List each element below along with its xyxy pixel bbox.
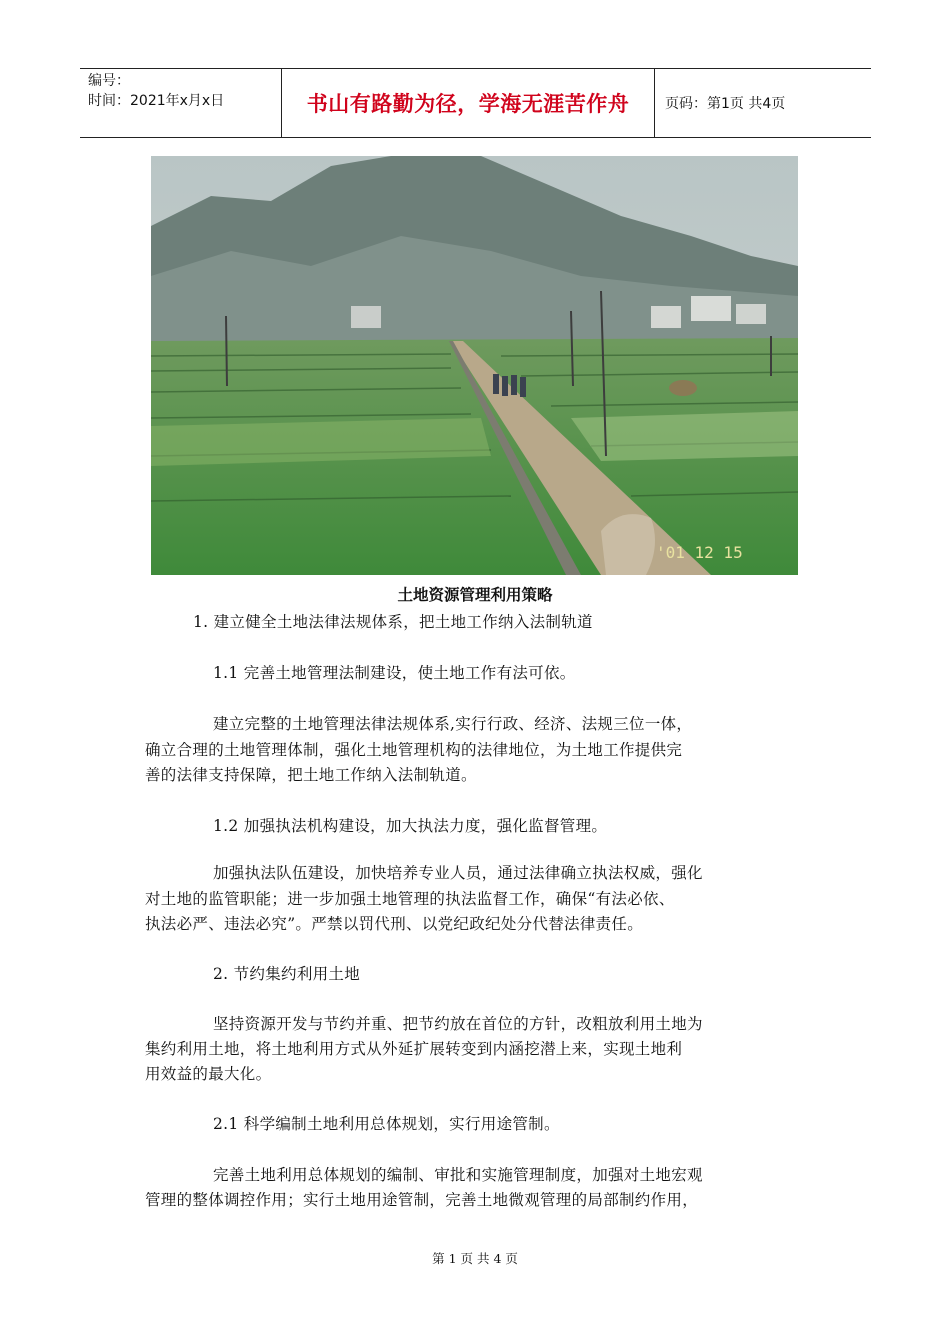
paragraph-line: 善的法律支持保障，把土地工作纳入法制轨道。 bbox=[145, 766, 477, 784]
heading-2: 2. 节约集约利用土地 bbox=[213, 965, 361, 983]
paragraph-line: 管理的整体调控作用；实行土地用途管制，完善土地微观管理的局部制约作用， bbox=[145, 1191, 699, 1209]
heading-1: 1. 建立健全土地法律法规体系，把土地工作纳入法制轨道 bbox=[193, 613, 593, 631]
article-title: 土地资源管理利用策略 bbox=[397, 586, 553, 604]
paragraph-line: 执法必严、违法必究”。严禁以罚代刑、以党纪政纪处分代替法律责任。 bbox=[145, 915, 644, 933]
date-stamp: '01 12 15 bbox=[656, 543, 743, 562]
subheading-1-2: 1.2 加强执法机构建设，加大执法力度，强化监督管理。 bbox=[213, 817, 608, 835]
paragraph-line: 建立完整的土地管理法律法规体系,实行行政、经济、法规三位一体， bbox=[213, 715, 693, 733]
farmland-photo bbox=[151, 156, 798, 575]
paragraph-line: 确立合理的土地管理体制，强化土地管理机构的法律地位，为土地工作提供完 bbox=[145, 741, 683, 759]
paragraph-line: 对土地的监管职能；进一步加强土地管理的执法监督工作，确保“有法必依、 bbox=[145, 890, 675, 908]
subheading-1-1: 1.1 完善土地管理法制建设，使土地工作有法可依。 bbox=[213, 664, 576, 682]
paragraph-line: 用效益的最大化。 bbox=[145, 1065, 272, 1083]
paragraph-line: 加强执法队伍建设，加快培养专业人员，通过法律确立执法权威，强化 bbox=[213, 864, 703, 882]
page-header bbox=[80, 68, 871, 138]
paragraph-line: 集约利用土地，将土地利用方式从外延扩展转变到内涵挖潜上来，实现土地利 bbox=[145, 1040, 683, 1058]
number-label: 编号： bbox=[88, 73, 130, 89]
paragraph-line: 坚持资源开发与节约并重、把节约放在首位的方针，改粗放利用土地为 bbox=[213, 1015, 703, 1033]
page-footer: 第 1 页 共 4 页 bbox=[432, 1251, 518, 1266]
header-motto: 书山有路勤为径，学海无涯苦作舟 bbox=[282, 69, 655, 137]
farmland-illustration bbox=[151, 156, 798, 575]
header-meta bbox=[80, 69, 282, 137]
time-label: 时间：2021年x月x日 bbox=[88, 93, 225, 109]
subheading-2-1: 2.1 科学编制土地利用总体规划，实行用途管制。 bbox=[213, 1115, 560, 1133]
paragraph-line: 完善土地利用总体规划的编制、审批和实施管理制度，加强对土地宏观 bbox=[213, 1166, 703, 1184]
header-page-info: 页码：第1页 共4页 bbox=[665, 96, 786, 112]
